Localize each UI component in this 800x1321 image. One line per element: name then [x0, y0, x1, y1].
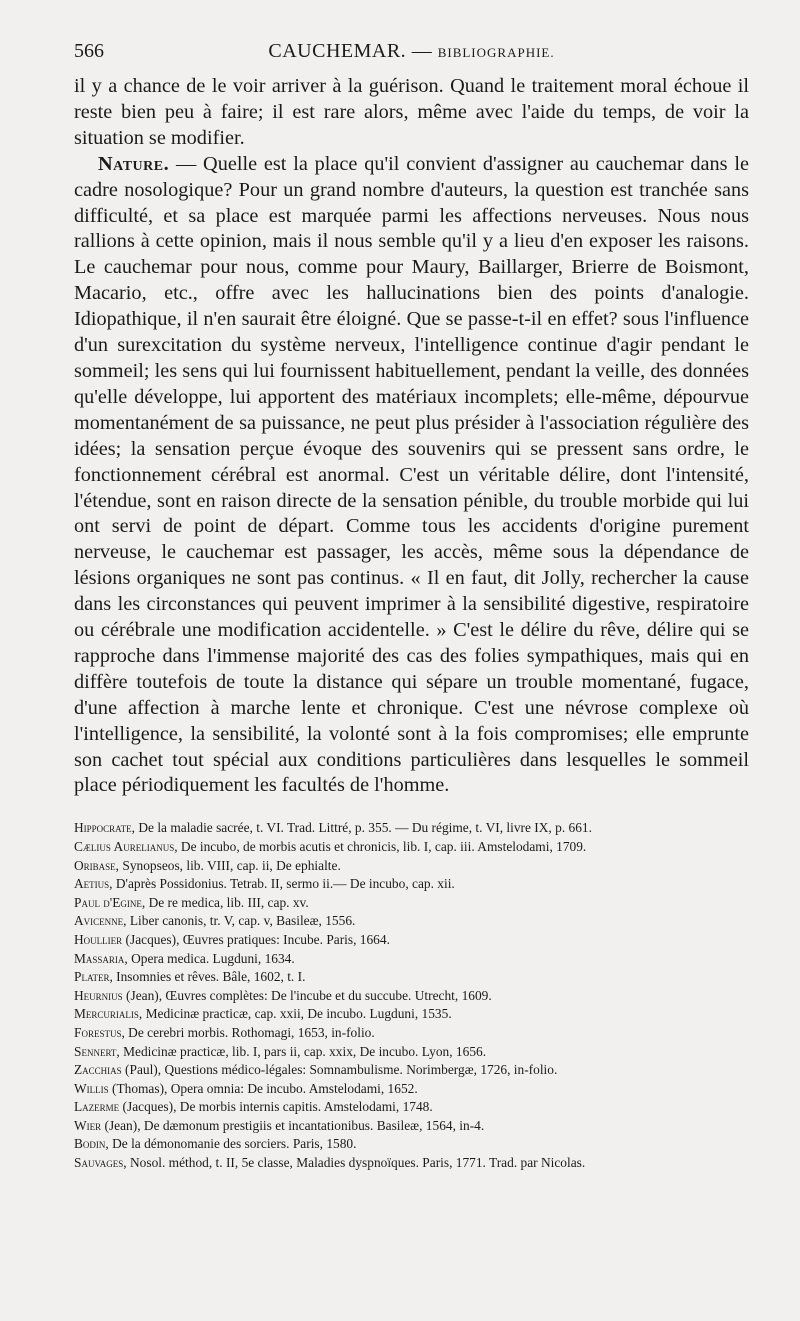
reference-entry [74, 968, 749, 987]
reference-text: (Jacques), Œuvres pratiques: Incube. Paris, 1664. [122, 931, 390, 947]
reference-entry [74, 1043, 749, 1062]
reference-entry [74, 838, 749, 857]
reference-author: Mercurialis, [74, 1006, 143, 1022]
reference-author: Sauvages, [74, 1155, 127, 1171]
page-header [74, 36, 749, 66]
running-head-dash: — [406, 40, 438, 62]
running-head-title: CAUCHEMAR. [268, 40, 407, 62]
reference-author: Wier [74, 1117, 102, 1133]
reference-entry [74, 875, 749, 894]
reference-text: Nosol. méthod, t. II, 5e classe, Maladies dyspnoïques. Paris, 1771. Trad. par Nicolas. [126, 1155, 586, 1171]
reference-text: Opera medica. Lugduni, 1634. [127, 950, 295, 966]
reference-entry [74, 1135, 749, 1154]
reference-author: Houllier [74, 931, 123, 947]
reference-entry [74, 950, 749, 969]
reference-entry [74, 1154, 749, 1173]
reference-entry [74, 987, 749, 1006]
reference-author: Paul d'Egine, [74, 894, 146, 910]
page-number: 566 [74, 40, 104, 62]
reference-author: Forestus, [74, 1024, 125, 1040]
reference-text: Medicinæ practicæ, lib. I, pars ii, cap. xxix, De incubo. Lyon, 1656. [119, 1043, 487, 1059]
reference-text: De la démonomanie des sorciers. Paris, 1580. [108, 1136, 357, 1152]
reference-author: Heurnius [74, 987, 123, 1003]
reference-text: Liber canonis, tr. V, cap. v, Basileæ, 1556. [126, 913, 356, 929]
reference-author: Cælius Aurelianus, [74, 838, 178, 854]
nature-text: — Quelle est la place qu'il convient d'assigner au cauchemar dans le cadre nosologique? Pour un grand nombre d'auteurs, la question est tranchée sans difficulté, et sa place est marquée parmi les affections nerveuses. Nous nous rallions à cette opinion, mais il nous semble qu'il y a lieu d'en exposer les raisons. Le cauchemar pour nous, comme pour Maury, Baillarger, Brierre de Boismont, Macario, etc., offre avec les hallucinations bien des points d'analogie. Idiopathique, il n'en saurait être éloigné. Que se passe-t-il en effet? sous l'influence d'un surexcitation du système nerveux, l'intelligence continue d'agir pendant le sommeil; les sens qui lui fournissent habituellement, pendant la veille, des données qu'elle développe, lui apportent des matériaux incomplets; elle-même, dépourvue momentanément de sa puissance, ne peut plus présider à l'association régulière des idées; la sensation perçue évoque des souvenirs qui se pressent sans ordre, le fonctionnement cérébral est anormal. C'est un véritable délire, dont l'intensité, l'étendue, sont en raison directe de la sensation pénible, du trouble morbide qui lui ont servi de point de départ. Comme tous les accidents d'origine purement nerveuse, le cauchemar est passager, les accès, même sous la dépendance de lésions organiques ne sont pas continus. « Il en faut, dit Jolly, rechercher la cause dans les circonstances qui peuvent imprimer à la sensibilité digestive, respiratoire ou cérébrale une modification accidentelle. » C'est le délire du rêve, délire qui se rapproche dans l'immense majorité des cas des folies sympathiques, mais qui en diffère toutefois de toute la distance qui sépare un trouble momentané, fugace, d'une affection à marche lente et chronique. C'est une névrose complexe où l'intelligence, la sensibilité, la volonté sont à la fois compromises; elle emprunte son cachet tout spécial aux conditions particulières dans lesquelles le sommeil place périodiquement les facultés de l'homme. [74, 152, 749, 797]
reference-author: Bodin, [74, 1136, 109, 1152]
reference-entry [74, 1005, 749, 1024]
reference-entry [74, 857, 749, 876]
reference-text: (Jacques), De morbis internis capitis. Amstelodami, 1748. [119, 1099, 433, 1115]
reference-entry [74, 912, 749, 931]
reference-author: Lazerme [74, 1099, 120, 1115]
body-text [74, 74, 749, 799]
reference-entry [74, 894, 749, 913]
running-head-section: BIBLIOGRAPHIE. [437, 45, 555, 60]
reference-text: De cerebri morbis. Rothomagi, 1653, in-folio. [124, 1024, 375, 1040]
book-page [74, 36, 749, 1173]
reference-text: De la maladie sacrée, t. VI. Trad. Littré, p. 355. — Du régime, t. VI, livre IX, p. 661. [135, 820, 592, 836]
reference-entry [74, 1117, 749, 1136]
reference-text: De incubo, de morbis acutis et chronicis, lib. I, cap. iii. Amstelodami, 1709. [177, 838, 587, 854]
reference-text: De re medica, lib. III, cap. xv. [145, 894, 309, 910]
paragraph-nature [74, 152, 749, 800]
reference-text: (Jean), De dæmonum prestigiis et incantationibus. Basileæ, 1564, in-4. [101, 1117, 485, 1133]
reference-entry [74, 819, 749, 838]
reference-text: (Jean), Œuvres complètes: De l'incube et du succube. Utrecht, 1609. [122, 987, 492, 1003]
reference-text: (Paul), Questions médico-légales: Somnambulisme. Norimbergæ, 1726, in-folio. [121, 1062, 558, 1078]
running-head [74, 40, 749, 63]
reference-text: Synopseos, lib. VIII, cap. ii, De ephialte. [119, 857, 341, 873]
reference-entry [74, 1024, 749, 1043]
reference-entry [74, 931, 749, 950]
reference-author: Hippocrate, [74, 820, 136, 836]
reference-author: Zacchias [74, 1062, 122, 1078]
reference-author: Oribase, [74, 857, 120, 873]
reference-author: Avicenne, [74, 913, 127, 929]
reference-entry [74, 1098, 749, 1117]
reference-author: Willis [74, 1080, 109, 1096]
reference-author: Plater, [74, 969, 113, 985]
reference-author: Massaria, [74, 950, 128, 966]
reference-text: D'après Possidonius. Tetrab. II, sermo ii.— De incubo, cap. xii. [112, 876, 455, 892]
reference-text: Medicinæ practicæ, cap. xxii, De incubo. Lugduni, 1535. [142, 1006, 452, 1022]
paragraph-1: il y a chance de le voir arriver à la guérison. Quand le traitement moral échoue il reste bien peu à faire; il est rare alors, même avec l'aide du temps, de voir la situation se modifier. [74, 75, 749, 149]
reference-text: Insomnies et rêves. Bâle, 1602, t. I. [112, 969, 306, 985]
reference-entry [74, 1061, 749, 1080]
reference-author: Aetius, [74, 876, 113, 892]
bibliography [74, 819, 749, 1172]
reference-author: Sennert, [74, 1043, 120, 1059]
reference-text: (Thomas), Opera omnia: De incubo. Amstelodami, 1652. [108, 1080, 418, 1096]
reference-entry [74, 1080, 749, 1099]
nature-heading: Nature. [98, 152, 170, 175]
